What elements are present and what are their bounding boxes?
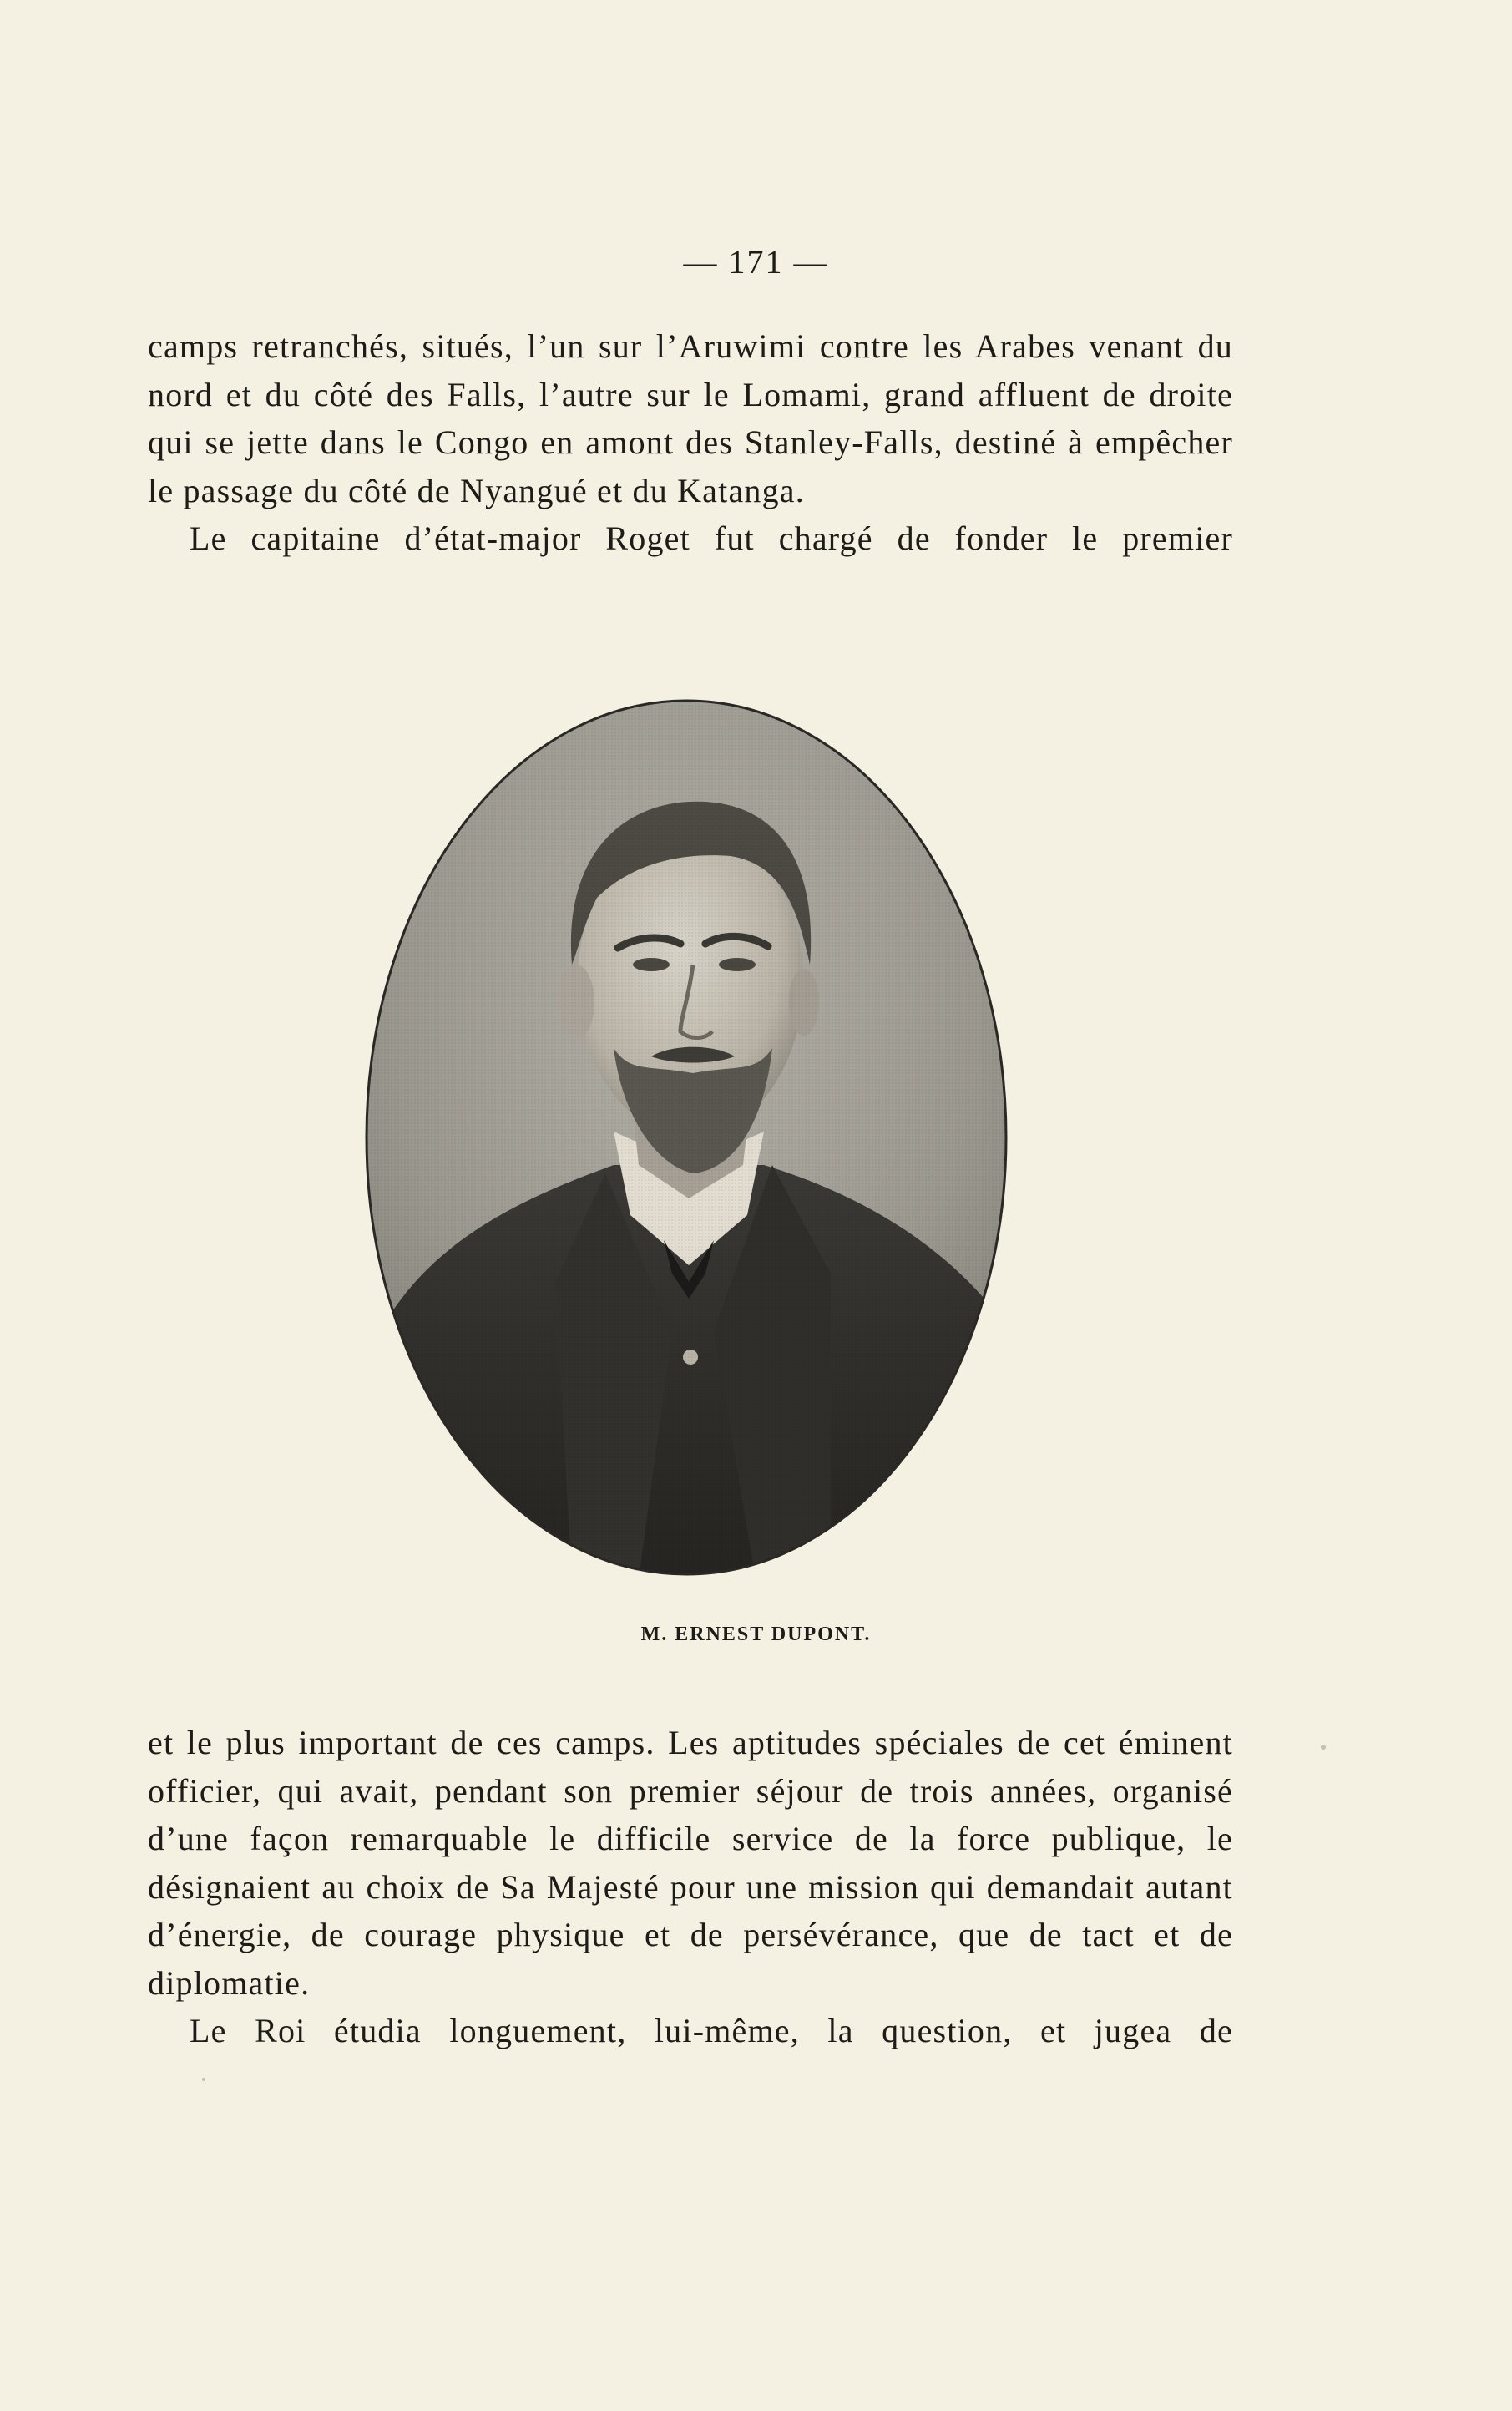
bottom-paragraph-2: Le Roi étudia longuement, lui-même, la question, et jugea de [190, 2012, 1233, 2049]
top-paragraph-2: Le capitaine d’état-major Roget fut chargé de fonder le premier [190, 519, 1233, 557]
portrait-caption: M. ERNEST DUPONT. [640, 1623, 872, 1645]
bottom-text-block [148, 1719, 1233, 2055]
top-paragraph-1: camps retranchés, situés, l’un sur l’Aruwimi contre les Arabes venant du nord et du côté des Falls, l’autre sur le Lomami, grand affluent de droite qui se jette dans le Congo en amont des Stanley-Falls, destiné à empêcher le passage du côté de Nyangué et du Katanga. [148, 327, 1233, 509]
print-speck [1321, 1745, 1326, 1750]
top-text-block [148, 322, 1233, 563]
portrait-image [363, 697, 1010, 1578]
print-speck [202, 2078, 205, 2081]
page-number: — 171 — [683, 243, 829, 281]
bottom-paragraph-1: et le plus important de ces camps. Les aptitudes spéciales de cet éminent officier, qui avait, pendant son premier séjour de trois années, organisé d’une façon remarquable le difficile service de la force publique, le désignaient au choix de Sa Majesté pour une mission qui demandait autant d’énergie, de courage physique et de persévérance, que de tact et de diplomatie. [148, 1724, 1233, 2002]
portrait-photograph [363, 697, 1010, 1578]
